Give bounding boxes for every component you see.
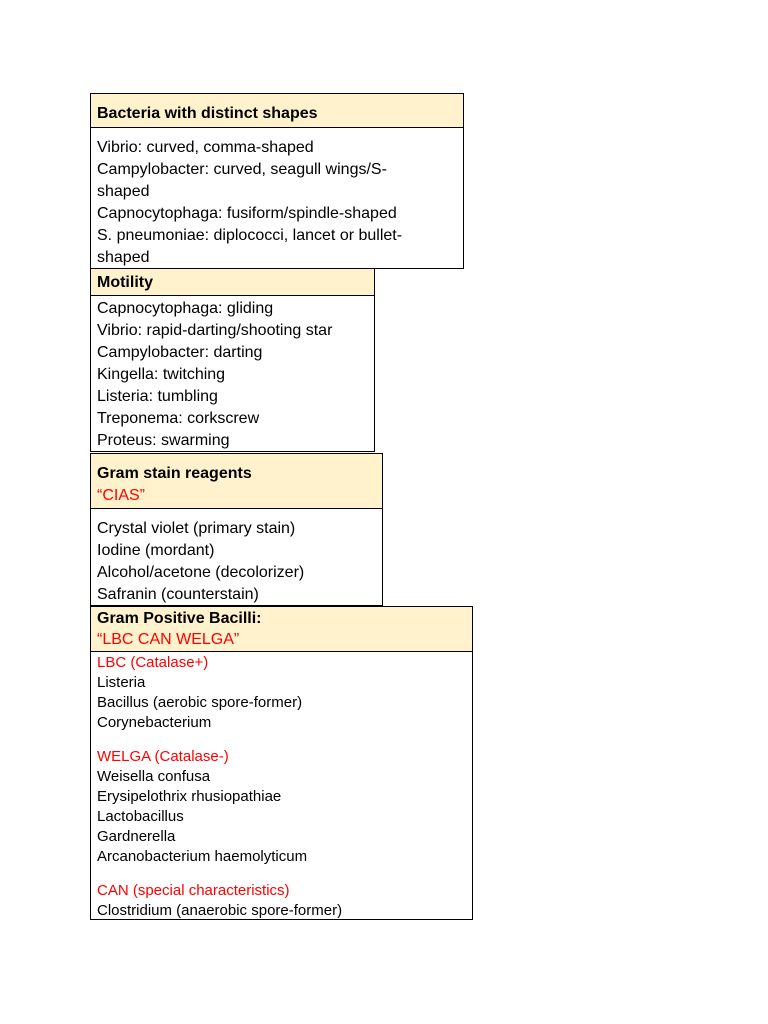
gram-positive-bacilli-title: Gram Positive Bacilli: (97, 610, 262, 627)
motility-line: Proteus: swarming (97, 432, 230, 449)
motility-line: Campylobacter: darting (97, 344, 263, 361)
organism-line: Corynebacterium (97, 714, 212, 731)
distinct-shapes-header (91, 94, 463, 128)
distinct-shapes-title: Bacteria with distinct shapes (97, 105, 318, 122)
gram-stain-header (91, 454, 382, 509)
gram-positive-bacilli-mnemonic: “LBC CAN WELGA” (97, 631, 240, 648)
shape-line: Capnocytophaga: fusiform/spindle-shaped (97, 205, 397, 222)
gram-stain-body (91, 509, 382, 606)
distinct-shapes-box (90, 93, 464, 269)
organism-line: Listeria (97, 674, 146, 691)
motility-header (91, 269, 374, 296)
motility-body (91, 296, 374, 452)
distinct-shapes-body (91, 128, 463, 269)
can-group (97, 881, 466, 921)
organism-line: Lactobacillus (97, 808, 184, 825)
organism-line: Weisella confusa (97, 768, 211, 785)
group-heading: CAN (special characteristics) (97, 882, 290, 899)
organism-line: Erysipelothrix rhusiopathiae (97, 788, 282, 805)
organism-line: Arcanobacterium haemolyticum (97, 848, 308, 865)
shape-line: Vibrio: curved, comma-shaped (97, 139, 314, 156)
motility-line: Capnocytophaga: gliding (97, 300, 274, 317)
reagent-line: Crystal violet (primary stain) (97, 520, 296, 537)
reagent-line: Iodine (mordant) (97, 542, 215, 559)
gram-positive-bacilli-body (91, 652, 472, 921)
organism-line: Bacillus (aerobic spore-former) (97, 694, 303, 711)
gram-stain-title: Gram stain reagents (97, 465, 252, 482)
motility-line: Listeria: tumbling (97, 388, 218, 405)
gram-stain-mnemonic: “CIAS” (97, 487, 145, 504)
gram-positive-bacilli-header (91, 607, 472, 652)
group-heading: LBC (Catalase+) (97, 654, 209, 671)
gram-stain-box (90, 453, 383, 606)
reagent-line: Alcohol/acetone (decolorizer) (97, 564, 305, 581)
shape-line: S. pneumoniae: diplococci, lancet or bullet-shaped (97, 227, 403, 266)
reagent-line: Safranin (counterstain) (97, 586, 259, 603)
welga-group (97, 747, 466, 867)
motility-line: Treponema: corkscrew (97, 410, 260, 427)
gram-positive-bacilli-box (90, 606, 473, 920)
motility-line: Kingella: twitching (97, 366, 226, 383)
organism-line: Clostridium (anaerobic spore-former) (97, 902, 343, 919)
lbc-group (97, 653, 466, 733)
motility-line: Vibrio: rapid-darting/shooting star (97, 322, 333, 339)
organism-line: Gardnerella (97, 828, 176, 845)
motility-box (90, 268, 375, 452)
shape-line: Campylobacter: curved, seagull wings/S-shaped (97, 161, 387, 200)
group-heading: WELGA (Catalase-) (97, 748, 229, 765)
motility-title: Motility (97, 274, 153, 291)
